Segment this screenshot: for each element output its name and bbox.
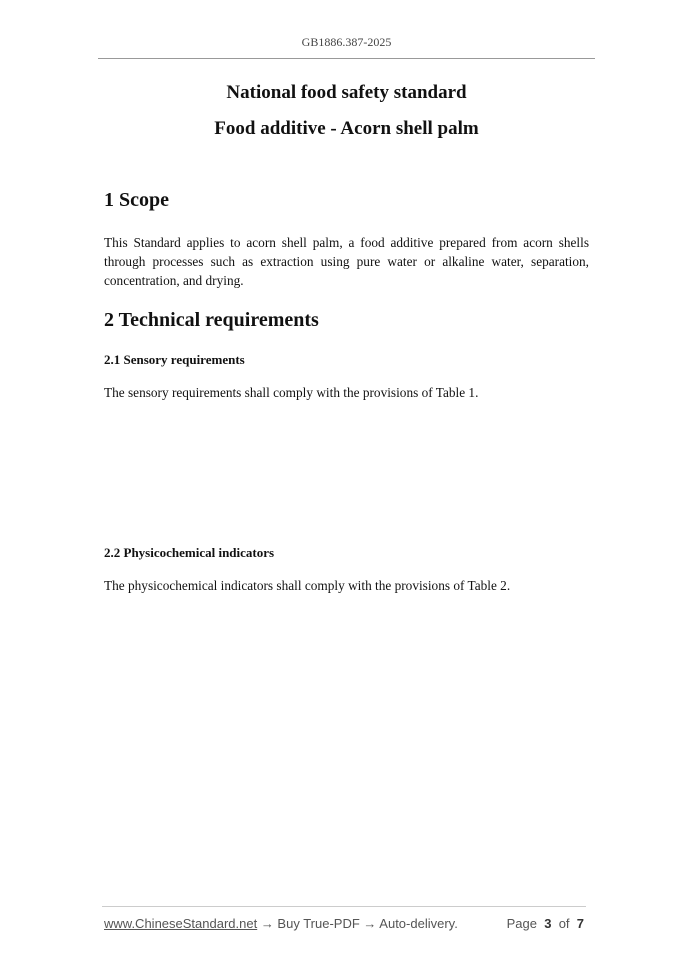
current-page: 3	[544, 916, 552, 931]
document-id-header: GB1886.387-2025	[301, 35, 392, 49]
physicochemical-paragraph: The physicochemical indicators shall comply with the provisions of Table 2.	[104, 578, 511, 593]
footer	[104, 916, 584, 931]
total-pages: 7	[576, 916, 584, 931]
subsection-heading-physicochemical: 2.2 Physicochemical indicators	[104, 545, 275, 560]
footer-divider	[102, 906, 586, 907]
sensory-paragraph: The sensory requirements shall comply with the provisions of Table 1.	[104, 385, 479, 400]
section-heading-technical: 2 Technical requirements	[104, 309, 319, 331]
document-subtitle: Food additive - Acorn shell palm	[214, 118, 479, 139]
footer-text: → Buy True-PDF → Auto-delivery.	[257, 916, 458, 931]
scope-paragraph: This Standard applies to acorn shell palm, a food additive prepared from acorn shells through processes such as extraction using pure water or alkaline water, separation, concentration, and drying.	[104, 235, 589, 288]
section-heading-scope: 1 Scope	[104, 189, 169, 211]
page-indicator: Page 3 of 7	[506, 916, 584, 931]
header-divider	[98, 58, 595, 59]
website-link[interactable]: www.ChineseStandard.net	[104, 916, 258, 931]
subsection-heading-sensory: 2.1 Sensory requirements	[104, 352, 245, 367]
document-title: National food safety standard	[226, 82, 467, 103]
